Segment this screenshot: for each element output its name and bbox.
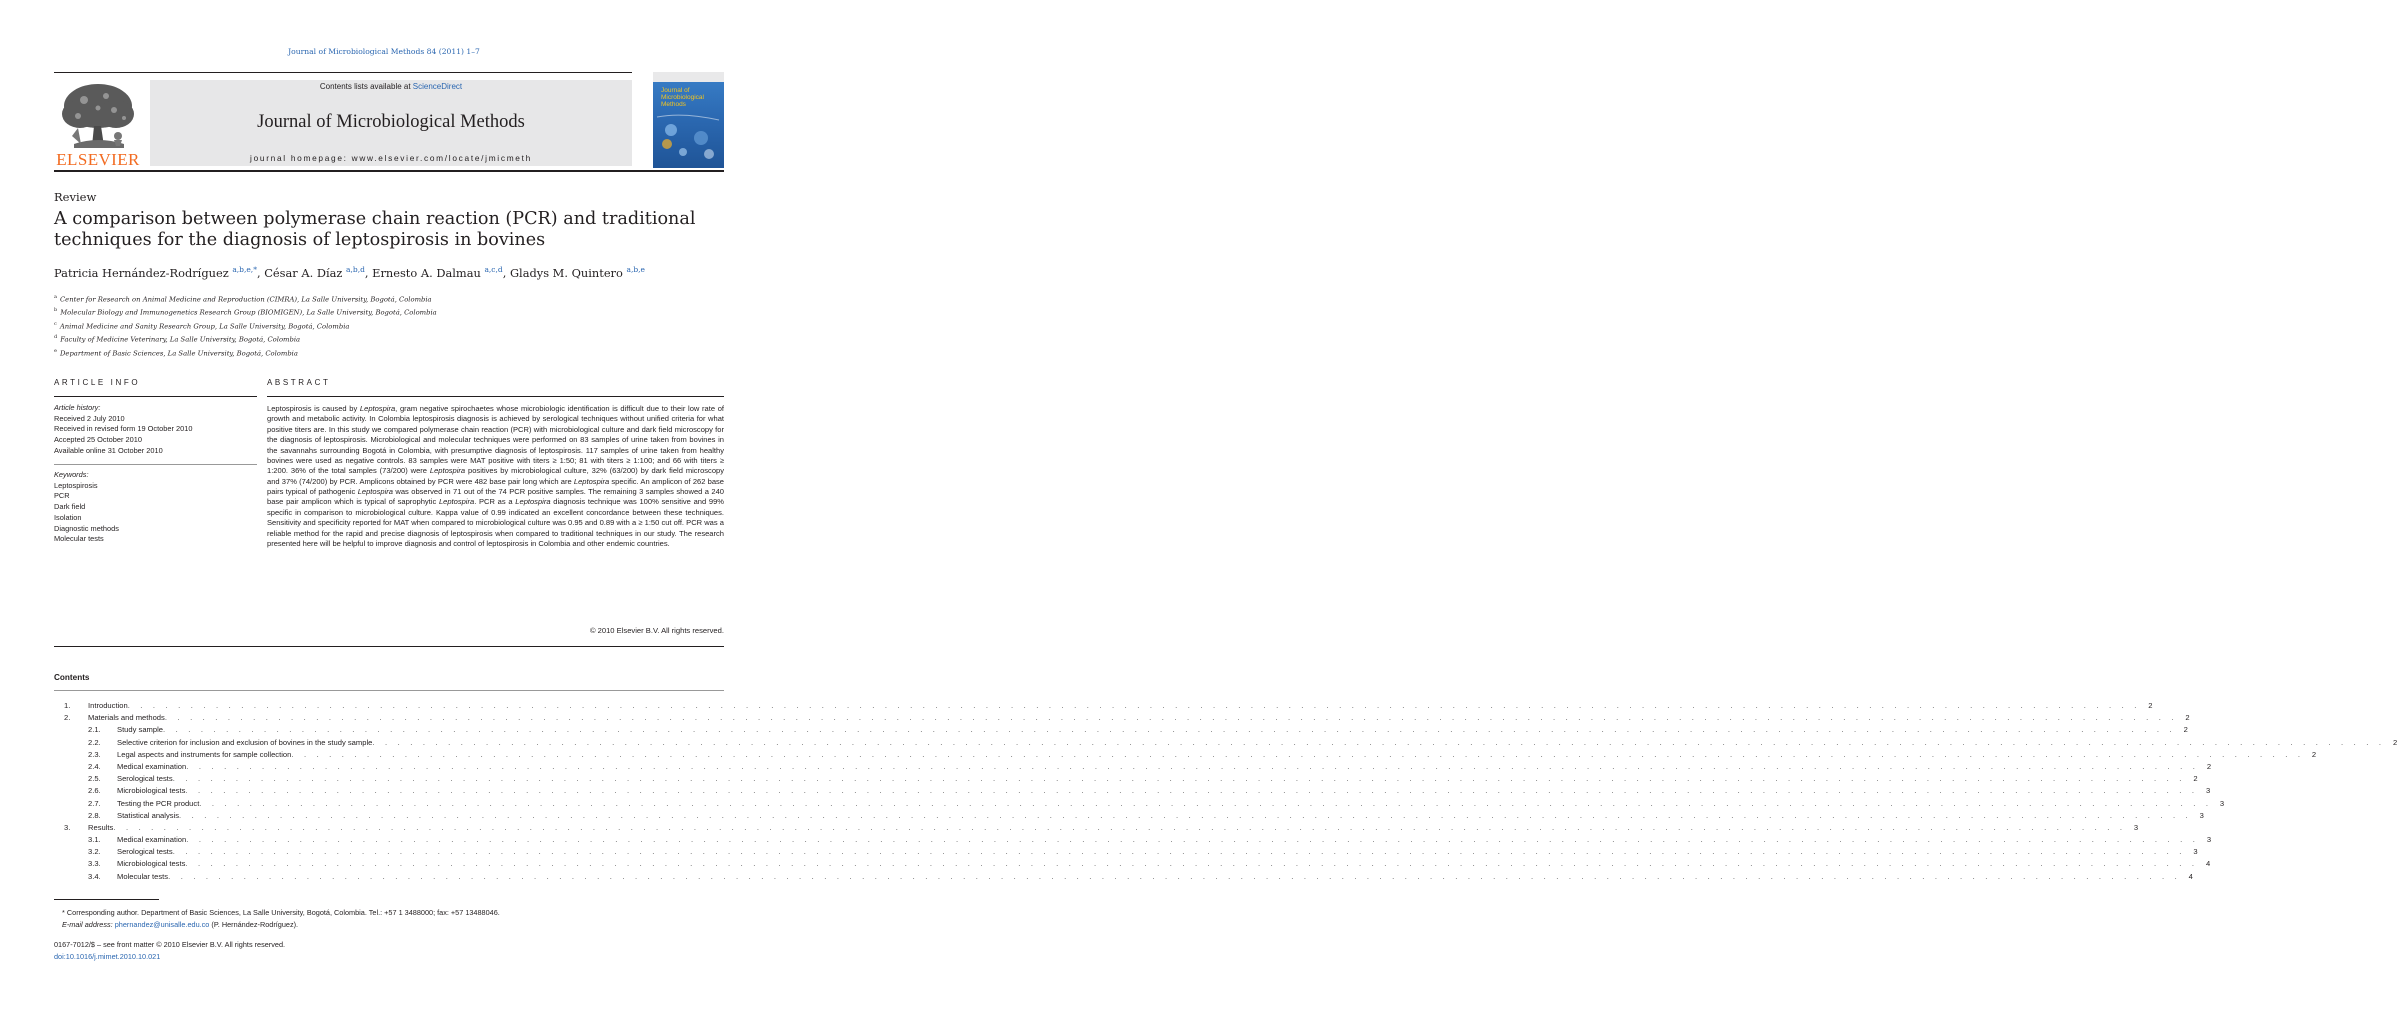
toc-page: 4: [2188, 871, 2193, 881]
toc-page: 3: [2205, 786, 2211, 796]
toc-line: [117, 798, 2225, 810]
author-affiliation-marks[interactable]: a,b,d: [346, 265, 365, 274]
doi-link[interactable]: doi:10.1016/j.mimet.2010.10.021: [54, 951, 161, 961]
abstract-italic-term: Leptospira: [515, 497, 551, 507]
article-info-rule: [54, 396, 257, 397]
footnote-rule: [54, 899, 159, 900]
toc-number: 2.6.: [88, 786, 101, 796]
affiliation: [54, 305, 654, 318]
abstract-italic-term: Leptospira: [359, 404, 396, 413]
toc-line: [117, 810, 2204, 822]
toc-number: 2.8.: [88, 810, 101, 820]
author-name: Patricia Hernández-Rodríguez: [54, 266, 229, 280]
toc-entry[interactable]: [54, 858, 2211, 870]
toc-leader-dots: . . . . . . . . . . . . . . . . . . . . . . . . . . . . . . . . . . . . . . . . . . . . . . . . . . . . . . . . . . . . . . . . . . . . . . . . . . . . . . . . . . . . . . . . . . . . . . . . . . . . . . . . . . . . . . . . . . . . . . . . . . . . . . . . . . . . . . . . . . . . . . . . . . . . . . . . . . . . . . . .: [372, 737, 2386, 747]
toc-number: 3.4.: [88, 871, 101, 881]
toc-number: 2.4.: [88, 761, 101, 771]
affiliation-mark: a: [54, 294, 57, 300]
abstract-rule: [267, 396, 724, 397]
masthead-bottom-rule: [54, 170, 724, 172]
toc-label: Testing the PCR product: [117, 798, 200, 808]
toc-label: Molecular tests: [117, 871, 169, 881]
affiliation-mark: b: [54, 307, 58, 314]
toc-leader-dots: . . . . . . . . . . . . . . . . . . . . . . . . . . . . . . . . . . . . . . . . . . . . . . . . . . . . . . . . . . . . . . . . . . . . . . . . . . . . . . . . . . . . . . . . . . . . . . . . . . . . . . . . . . . . . . . . . . . . . . . . . . . . . . . . . . . . . . . . . . . . . . . . . . . . . . . . . . . . . . . .: [179, 810, 2192, 820]
toc-line: [117, 749, 2317, 761]
toc-number: 3.3.: [88, 859, 101, 869]
affiliations: [54, 292, 654, 359]
toc-line: [117, 724, 2188, 736]
journal-name: Journal of Microbiological Methods: [257, 112, 525, 132]
toc-entry[interactable]: [54, 712, 2190, 724]
toc-line: [88, 712, 2190, 724]
toc-line: [88, 822, 2139, 834]
toc-label: Introduction: [88, 701, 128, 710]
abstract-copyright: © 2010 Elsevier B.V. All rights reserved.: [589, 626, 724, 635]
toc-entry[interactable]: [54, 846, 2198, 858]
affiliation-text: Molecular Biology and Immunogenetics Research Group (BIOMIGEN), La Salle University, Bogotá, Colombia: [60, 308, 437, 317]
affiliation-text: Faculty of Medicine Veterinary, La Salle University, Bogotá, Colombia: [60, 335, 301, 344]
toc-page: 3: [2219, 798, 2225, 808]
article-info-heading: ARTICLE INFO: [54, 378, 141, 387]
toc-number: 2.2.: [88, 737, 101, 747]
keywords-label: Keywords:: [54, 470, 89, 479]
article-title: A comparison between polymerase chain reaction (PCR) and traditional techniques for the diagnosis of leptospirosis in bovines: [54, 209, 696, 250]
toc-number: 2.: [64, 713, 71, 723]
toc-line: [88, 700, 2153, 712]
toc-line: [117, 737, 2397, 749]
toc-leader-dots: . . . . . . . . . . . . . . . . . . . . . . . . . . . . . . . . . . . . . . . . . . . . . . . . . . . . . . . . . . . . . . . . . . . . . . . . . . . . . . . . . . . . . . . . . . . . . . . . . . . . . . . . . . . . . . . . . . . . . . . . . . . . . . . . . . . . . . . . . . . . . . . . . . . . . . . . . . . . . . . .: [186, 761, 2200, 771]
toc-label: Microbiological tests: [117, 786, 186, 796]
abstract-segment: positives by microbiological culture, 32% (63/200) by dark field microscopy and 37% (74/200) by PCR. Amplicons obtained by PCR were 482 base pair long which are: [267, 466, 724, 486]
article-type: Review: [54, 190, 97, 204]
journal-homepage[interactable]: journal homepage: www.elsevier.com/locate/jmicmeth: [250, 153, 532, 163]
toc-label: Medical examination: [117, 835, 187, 845]
abstract-segment: was observed in 71 out of the 74 PCR positive samples. The remaining 3 samples showed a 240 base pair amplicon which is typical of saprophytic: [267, 487, 725, 507]
toc-page: 3: [2206, 835, 2212, 845]
contents-rule: [54, 690, 724, 691]
article-history-label: Article history:: [54, 403, 101, 412]
affiliation: [54, 319, 654, 332]
author-name: Ernesto A. Dalmau: [372, 266, 481, 280]
article-history: [54, 403, 257, 457]
toc-number: 2.7.: [88, 798, 101, 808]
author-name: César A. Díaz: [264, 266, 343, 280]
keyword: Dark field: [54, 502, 86, 512]
abstract-segment: diagnosis technique was 100% sensitive and 99% specific in comparison to microbiological culture. Kappa value of 0.99 indicated an excellent concordance between these techniques. Sensitivity and specificity reported for MAT when compared to microbiological culture was 0.95 and 0.89 with a ≥ 1:50 cut off. PCR was a reliable method for the rapid and precise diagnosis of leptospirosis when compared to traditional techniques in our study. The research presented here will be helpful to improve diagnosis and control of leptospirosis in Colombia and other endemic countries.: [267, 497, 724, 548]
corresponding-author-note: [62, 907, 722, 930]
toc-number: 3.1.: [88, 835, 101, 845]
toc-number: 2.1.: [88, 725, 101, 735]
affiliation-mark: e: [54, 347, 57, 354]
toc-leader-dots: . . . . . . . . . . . . . . . . . . . . . . . . . . . . . . . . . . . . . . . . . . . . . . . . . . . . . . . . . . . . . . . . . . . . . . . . . . . . . . . . . . . . . . . . . . . . . . . . . . . . . . . . . . . . . . . . . . . . . . . . . . . . . . . . . . . . . . . . . . . . . . . . . . . . . . . . . . . . . . . .: [185, 786, 2199, 796]
toc-leader-dots: . . . . . . . . . . . . . . . . . . . . . . . . . . . . . . . . . . . . . . . . . . . . . . . . . . . . . . . . . . . . . . . . . . . . . . . . . . . . . . . . . . . . . . . . . . . . . . . . . . . . . . . . . . . . . . . . . . . . . . . . . . . . . . . . . . . . . . . . . . . . . . . . . . . . . . . . . . . . . . . .: [168, 871, 2181, 881]
toc-label: Microbiological tests: [117, 859, 186, 869]
toc-page: 2: [2193, 774, 2198, 784]
keywords: [54, 470, 257, 545]
history-line: Received in revised form 19 October 2010: [54, 424, 193, 434]
doi-line: [54, 951, 714, 963]
abstract-segment: specific. An amplicon of 262 base pairs typical of pathogenic: [267, 476, 724, 496]
toc-line: [117, 871, 2193, 883]
keyword: PCR: [54, 491, 70, 501]
toc-entry[interactable]: [54, 871, 2193, 883]
masthead-top-rule: [54, 72, 632, 73]
toc-label: Serological tests: [117, 847, 173, 857]
affiliation: [54, 346, 654, 359]
toc-number: 1.: [64, 701, 71, 710]
table-of-contents: [54, 700, 2397, 883]
toc-page: 2: [2183, 725, 2188, 735]
toc-leader-dots: . . . . . . . . . . . . . . . . . . . . . . . . . . . . . . . . . . . . . . . . . . . . . . . . . . . . . . . . . . . . . . . . . . . . . . . . . . . . . . . . . . . . . . . . . . . . . . . . . . . . . . . . . . . . . . . . . . . . . . . . . . . . . . . . . . . . . . . . . . . . . . . . . . . . . . . . . . . . . . . .: [113, 822, 2127, 832]
cover-title: Journal of Microbiological Methods: [661, 87, 704, 109]
toc-entry[interactable]: [54, 810, 2204, 822]
email-link[interactable]: phernandez@unisalle.edu.co: [114, 919, 210, 929]
abstract-text: [267, 404, 724, 549]
abstract-heading: ABSTRACT: [267, 378, 331, 387]
toc-line: [117, 773, 2198, 785]
toc-line: [117, 846, 2198, 858]
toc-entry[interactable]: [54, 737, 2397, 749]
author-affiliation-marks[interactable]: a,b,e,*: [232, 265, 257, 274]
toc-page: 3: [2199, 810, 2204, 820]
toc-number: 3.2.: [88, 847, 101, 857]
toc-page: 2: [2311, 749, 2317, 759]
toc-entry[interactable]: [54, 724, 2188, 736]
toc-leader-dots: . . . . . . . . . . . . . . . . . . . . . . . . . . . . . . . . . . . . . . . . . . . . . . . . . . . . . . . . . . . . . . . . . . . . . . . . . . . . . . . . . . . . . . . . . . . . . . . . . . . . . . . . . . . . . . . . . . . . . . . . . . . . . . . . . . . . . . . . . . . . . . . . . . . . . . . . . . . . . . . .: [291, 749, 2305, 759]
toc-number: 2.5.: [88, 774, 101, 784]
abstract-italic-term: Leptospira: [573, 476, 610, 486]
abstract-segment: Leptospirosis is caused by: [267, 404, 360, 413]
author-affiliation-marks[interactable]: a,c,d: [484, 265, 503, 274]
toc-number: 3.: [64, 822, 71, 832]
affiliation-mark: d: [54, 334, 58, 341]
author-name: Gladys M. Quintero: [509, 266, 623, 280]
abstract-bottom-rule: [54, 646, 724, 647]
toc-page: 2: [2206, 761, 2212, 771]
affiliation-text: Department of Basic Sciences, La Salle University, Bogotá, Colombia: [59, 349, 298, 358]
keyword: Molecular tests: [54, 534, 104, 544]
toc-leader-dots: . . . . . . . . . . . . . . . . . . . . . . . . . . . . . . . . . . . . . . . . . . . . . . . . . . . . . . . . . . . . . . . . . . . . . . . . . . . . . . . . . . . . . . . . . . . . . . . . . . . . . . . . . . . . . . . . . . . . . . . . . . . . . . . . . . . . . . . . . . . . . . . . . . . . . . . . . . . . . . . .: [172, 774, 2186, 784]
abstract-segment: . PCR as a: [474, 497, 516, 507]
keyword: Diagnostic methods: [54, 523, 119, 533]
toc-label: Results: [88, 822, 114, 832]
corresponding-author: * Corresponding author. Department of Basic Sciences, La Salle University, Bogotá, Colombia. Tel.: +57 1 3488000; fax: +57 13488046.: [62, 908, 500, 917]
abstract-italic-term: Leptospira: [438, 497, 475, 507]
toc-label: Statistical analysis: [117, 810, 180, 820]
toc-label: Medical examination: [117, 761, 187, 771]
toc-page: 3: [2133, 822, 2139, 832]
toc-page: 3: [2193, 847, 2198, 857]
toc-label: Legal aspects and instruments for sample collection: [117, 749, 292, 759]
email-line: [62, 919, 722, 931]
abstract-italic-term: Leptospira: [357, 487, 393, 496]
toc-entry[interactable]: [54, 798, 2225, 810]
issn-doi-block: [54, 939, 714, 962]
sciencedirect-link[interactable]: ScienceDirect: [412, 82, 463, 91]
journal-citation[interactable]: Journal of Microbiological Methods 84 (2011) 1–7: [288, 47, 480, 56]
affiliation-text: Animal Medicine and Sanity Research Group, La Salle University, Bogotá, Colombia: [59, 322, 350, 331]
toc-number: 2.3.: [88, 749, 101, 759]
toc-entry[interactable]: [54, 761, 2212, 773]
toc-leader-dots: . . . . . . . . . . . . . . . . . . . . . . . . . . . . . . . . . . . . . . . . . . . . . . . . . . . . . . . . . . . . . . . . . . . . . . . . . . . . . . . . . . . . . . . . . . . . . . . . . . . . . . . . . . . . . . . . . . . . . . . . . . . . . . . . . . . . . . . . . . . . . . . . . . . . . . . . . . . . . . . .: [185, 859, 2199, 869]
affiliation-text: Center for Research on Animal Medicine and Reproduction (CIMRA), La Salle University, Bogotá, Colombia: [59, 295, 432, 304]
elsevier-wordmark: ELSEVIER: [56, 150, 140, 169]
email-suffix: (P. Hernández-Rodríguez).: [209, 919, 299, 929]
contents-heading: Contents: [54, 673, 90, 682]
toc-label: Materials and methods: [88, 713, 165, 723]
keyword: Leptospirosis: [54, 480, 98, 490]
toc-entry[interactable]: [54, 834, 2212, 846]
affiliation: [54, 292, 654, 305]
email-label: E-mail address:: [62, 919, 113, 929]
journal-cover-thumbnail: [653, 72, 724, 168]
abstract-italic-term: Leptospira: [429, 466, 466, 476]
contents-lists-line: [150, 82, 632, 91]
author-affiliation-marks[interactable]: a,b,e: [626, 265, 645, 274]
toc-leader-dots: . . . . . . . . . . . . . . . . . . . . . . . . . . . . . . . . . . . . . . . . . . . . . . . . . . . . . . . . . . . . . . . . . . . . . . . . . . . . . . . . . . . . . . . . . . . . . . . . . . . . . . . . . . . . . . . . . . . . . . . . . . . . . . . . . . . . . . . . . . . . . . . . . . . . . . . . . . . . . . . .: [127, 701, 2141, 710]
history-line: Accepted 25 October 2010: [54, 435, 142, 445]
toc-leader-dots: . . . . . . . . . . . . . . . . . . . . . . . . . . . . . . . . . . . . . . . . . . . . . . . . . . . . . . . . . . . . . . . . . . . . . . . . . . . . . . . . . . . . . . . . . . . . . . . . . . . . . . . . . . . . . . . . . . . . . . . . . . . . . . . . . . . . . . . . . . . . . . . . . . . . . . . . . . . . . . . .: [186, 835, 2200, 845]
abstract-segment: , gram negative spirochaetes whose microbiologic identification is difficult due to their low rate of growth and metabolic activity. In Colombia leptospirosis diagnosis is achieved by serological techniques without unified criteria for what positive titers are. In this study we compared polymerase chain reaction (PCR) with microbiological culture and dark field microscopy for the diagnosis of leptospirosis. Microbiological and molecular techniques were performed on 83 samples of urine taken from bovines in the savannahs surrounding Bogotá in Colombia, with presumptive diagnosis of leptospirosis. 117 samples of urine taken from healthy bovines were used as negative controls. 83 samples were MAT positive with titers ≥ 1:50; 81 with titers ≥ 1:100; and 66 with titers ≥ 1:200. 36% of the total samples (73/200) were: [267, 404, 724, 476]
article-info-divider: [54, 464, 257, 465]
issn-line: 0167-7012/$ – see front matter © 2010 Elsevier B.V. All rights reserved.: [54, 940, 286, 949]
toc-entry[interactable]: [54, 822, 2139, 834]
history-line: Available online 31 October 2010: [54, 445, 163, 455]
contents-prefix: Contents lists available at: [319, 82, 413, 91]
toc-entry[interactable]: [54, 773, 2198, 785]
keyword: Isolation: [54, 512, 82, 522]
toc-page: 4: [2205, 859, 2211, 869]
affiliation-mark: c: [54, 320, 57, 327]
toc-page: 2: [2148, 701, 2153, 710]
toc-line: [117, 834, 2212, 846]
toc-entry[interactable]: [54, 700, 2153, 712]
toc-label: Serological tests: [117, 774, 173, 784]
toc-line: [117, 761, 2212, 773]
toc-line: [117, 785, 2211, 797]
toc-entry[interactable]: [54, 749, 2317, 761]
toc-leader-dots: . . . . . . . . . . . . . . . . . . . . . . . . . . . . . . . . . . . . . . . . . . . . . . . . . . . . . . . . . . . . . . . . . . . . . . . . . . . . . . . . . . . . . . . . . . . . . . . . . . . . . . . . . . . . . . . . . . . . . . . . . . . . . . . . . . . . . . . . . . . . . . . . . . . . . . . . . . . . . . . .: [163, 725, 2176, 735]
toc-leader-dots: . . . . . . . . . . . . . . . . . . . . . . . . . . . . . . . . . . . . . . . . . . . . . . . . . . . . . . . . . . . . . . . . . . . . . . . . . . . . . . . . . . . . . . . . . . . . . . . . . . . . . . . . . . . . . . . . . . . . . . . . . . . . . . . . . . . . . . . . . . . . . . . . . . . . . . . . . . . . . . . .: [172, 847, 2186, 857]
toc-line: [117, 858, 2211, 870]
toc-label: Study sample: [117, 725, 164, 735]
author-list: Patricia Hernández-Rodríguez $^{a,b,e,*}$, César A. Díaz $^{a,b,d}$, Ernesto A. Dalmau $^{a,c,d}$, Gladys M. Quintero $^{a,b,e}$: [54, 265, 645, 280]
toc-entry[interactable]: [54, 785, 2211, 797]
toc-page: 2: [2185, 713, 2190, 723]
history-line: Received 2 July 2010: [54, 413, 125, 423]
toc-leader-dots: . . . . . . . . . . . . . . . . . . . . . . . . . . . . . . . . . . . . . . . . . . . . . . . . . . . . . . . . . . . . . . . . . . . . . . . . . . . . . . . . . . . . . . . . . . . . . . . . . . . . . . . . . . . . . . . . . . . . . . . . . . . . . . . . . . . . . . . . . . . . . . . . . . . . . . . . . . . . . . . .: [199, 798, 2213, 808]
affiliation: [54, 332, 654, 345]
toc-leader-dots: . . . . . . . . . . . . . . . . . . . . . . . . . . . . . . . . . . . . . . . . . . . . . . . . . . . . . . . . . . . . . . . . . . . . . . . . . . . . . . . . . . . . . . . . . . . . . . . . . . . . . . . . . . . . . . . . . . . . . . . . . . . . . . . . . . . . . . . . . . . . . . . . . . . . . . . . . . . . . . . .: [164, 713, 2178, 723]
toc-label: Selective criterion for inclusion and exclusion of bovines in the study sample: [117, 737, 373, 747]
toc-page: 2: [2392, 737, 2397, 747]
